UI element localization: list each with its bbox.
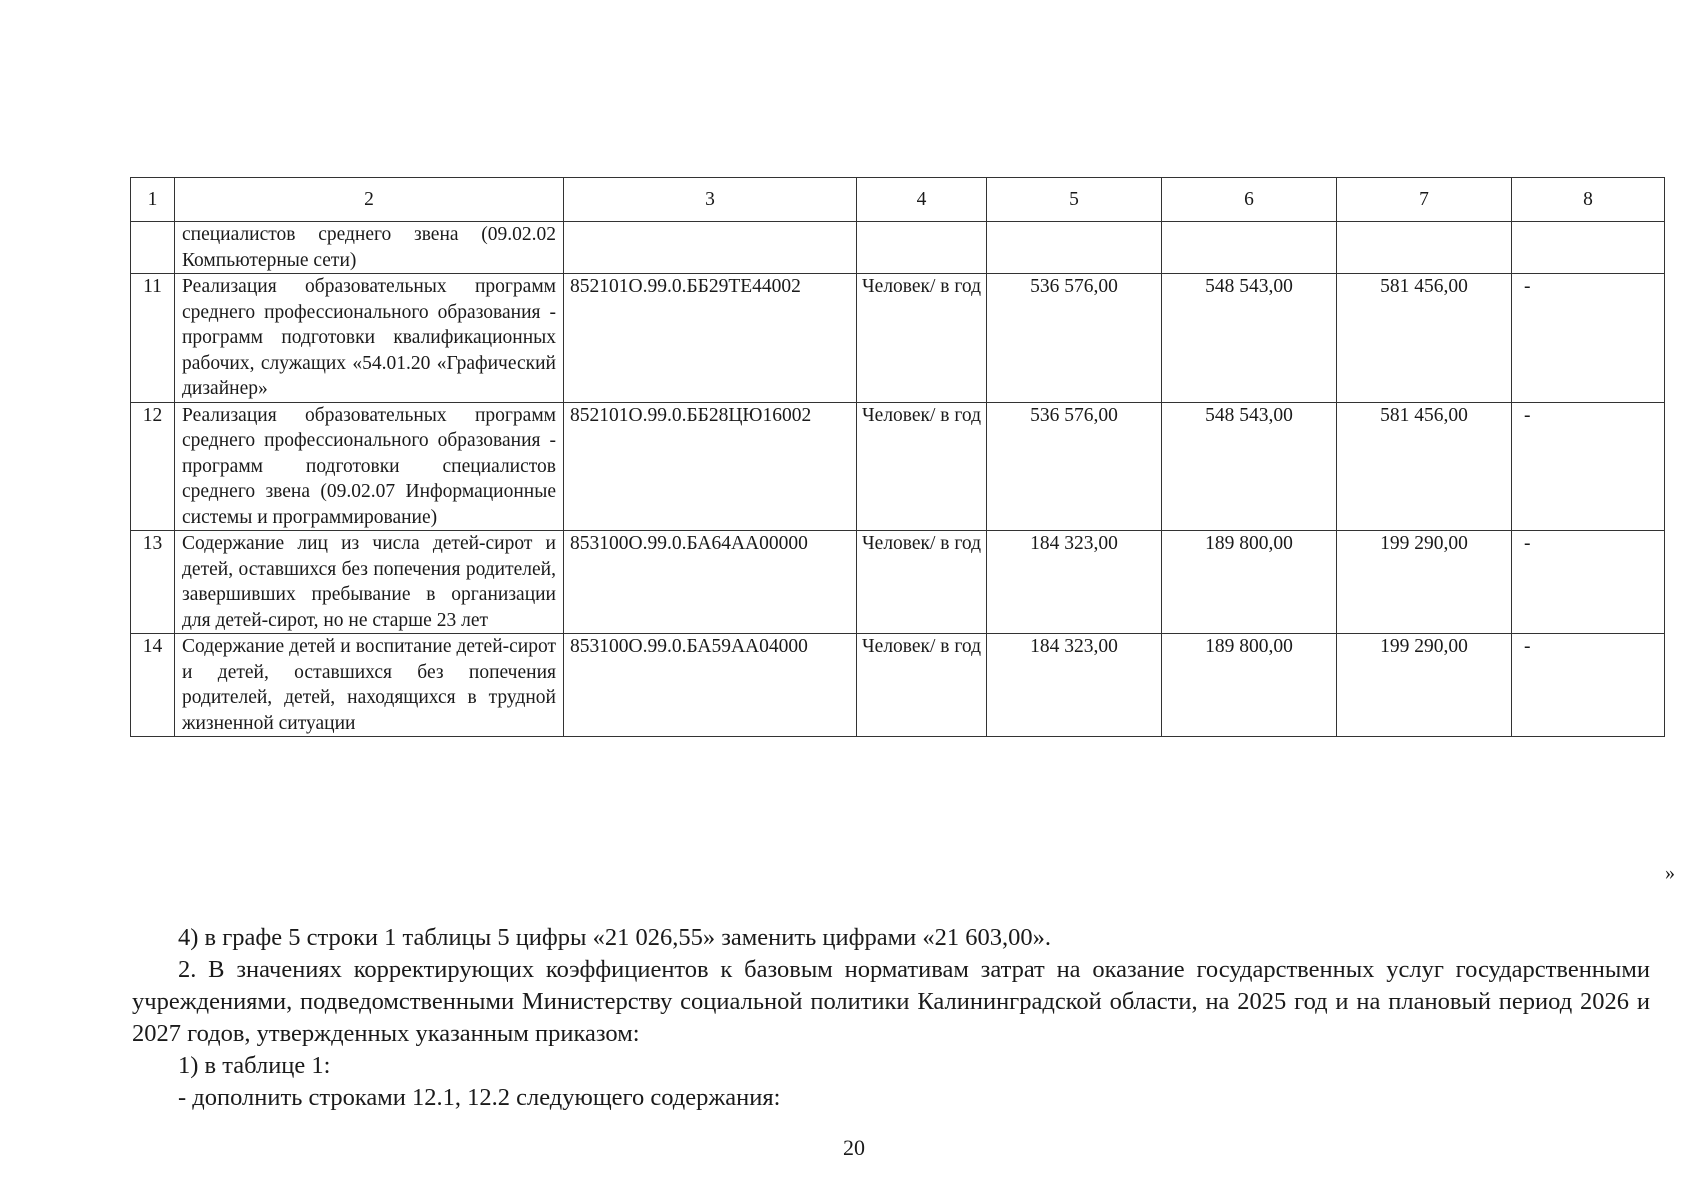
note-cell	[1512, 222, 1665, 274]
service-name-cell: Содержание лиц из числа детей-сирот и детей, оставшихся без попечения родителей, завершивших пребывание в организации для детей-сирот, но не старше 23 лет	[175, 531, 564, 634]
header-cell: 8	[1512, 178, 1665, 222]
value-2026-cell: 189 800,00	[1162, 531, 1337, 634]
header-cell: 1	[131, 178, 175, 222]
item-1-paragraph: 1) в таблице 1:	[178, 1052, 331, 1079]
table-row	[131, 402, 1665, 531]
service-name-cell: специалистов среднего звена (09.02.02 Компьютерные сети)	[175, 222, 564, 274]
row-number-cell: 12	[131, 402, 175, 531]
registry-code-cell: 853100О.99.0.БА59АА04000	[564, 634, 857, 737]
table-row	[131, 634, 1665, 737]
unit-cell: Человек/ в год	[857, 274, 987, 403]
norms-table	[130, 177, 1665, 737]
value-2027-cell: 581 456,00	[1337, 274, 1512, 403]
value-2025-cell: 184 323,00	[987, 531, 1162, 634]
value-2027-cell	[1337, 222, 1512, 274]
header-cell: 6	[1162, 178, 1337, 222]
closing-quote: »	[1665, 862, 1675, 884]
row-number-cell	[131, 222, 175, 274]
service-name-cell: Реализация образовательных программ среднего профессионального образования - программ подготовки квалификационных рабочих, служащих «54.01.20 «Графический дизайнер»	[175, 274, 564, 403]
table-row	[131, 274, 1665, 403]
add-rows-paragraph: - дополнить строками 12.1, 12.2 следующего содержания:	[178, 1084, 781, 1111]
service-name-cell: Реализация образовательных программ среднего профессионального образования - программ подготовки специалистов среднего звена (09.02.07 Информационные системы и программирование)	[175, 402, 564, 531]
item-4-paragraph: 4) в графе 5 строки 1 таблицы 5 цифры «21 026,55» заменить цифрами «21 603,00».	[178, 924, 1051, 951]
value-2027-cell: 199 290,00	[1337, 634, 1512, 737]
table-row-continuation	[131, 222, 1665, 274]
header-cell: 5	[987, 178, 1162, 222]
header-cell: 2	[175, 178, 564, 222]
value-2026-cell: 548 543,00	[1162, 274, 1337, 403]
header-cell: 3	[564, 178, 857, 222]
value-2026-cell: 189 800,00	[1162, 634, 1337, 737]
header-cell: 4	[857, 178, 987, 222]
value-2026-cell: 548 543,00	[1162, 402, 1337, 531]
page-number: 20	[843, 1135, 865, 1160]
note-cell: -	[1512, 274, 1665, 403]
unit-cell: Человек/ в год	[857, 634, 987, 737]
value-2025-cell: 536 576,00	[987, 274, 1162, 403]
header-cell: 7	[1337, 178, 1512, 222]
value-2025-cell: 536 576,00	[987, 402, 1162, 531]
unit-cell: Человек/ в год	[857, 402, 987, 531]
registry-code-cell: 852101О.99.0.ББ28ЦЮ16002	[564, 402, 857, 531]
registry-code-cell: 853100О.99.0.БА64АА00000	[564, 531, 857, 634]
registry-code-cell: 852101О.99.0.ББ29ТЕ44002	[564, 274, 857, 403]
value-2025-cell	[987, 222, 1162, 274]
row-number-cell: 11	[131, 274, 175, 403]
value-2025-cell: 184 323,00	[987, 634, 1162, 737]
service-name-cell: Содержание детей и воспитание детей-сирот и детей, оставшихся без попечения родителей, детей, находящихся в трудной жизненной ситуации	[175, 634, 564, 737]
table-header-row	[131, 178, 1665, 222]
section-2-paragraph: 2. В значениях корректирующих коэффициентов к базовым нормативам затрат на оказание государственных услуг государственными учреждениями, подведомственными Министерству социальной политики Калининградской области, на 2025 год и на плановый период 2026 и 2027 годов, утвержденных указанным приказом:	[132, 956, 1650, 1047]
value-2027-cell: 199 290,00	[1337, 531, 1512, 634]
registry-code-cell	[564, 222, 857, 274]
value-2026-cell	[1162, 222, 1337, 274]
note-cell: -	[1512, 402, 1665, 531]
unit-cell: Человек/ в год	[857, 531, 987, 634]
note-cell: -	[1512, 634, 1665, 737]
unit-cell	[857, 222, 987, 274]
row-number-cell: 13	[131, 531, 175, 634]
value-2027-cell: 581 456,00	[1337, 402, 1512, 531]
note-cell: -	[1512, 531, 1665, 634]
table-row	[131, 531, 1665, 634]
row-number-cell: 14	[131, 634, 175, 737]
